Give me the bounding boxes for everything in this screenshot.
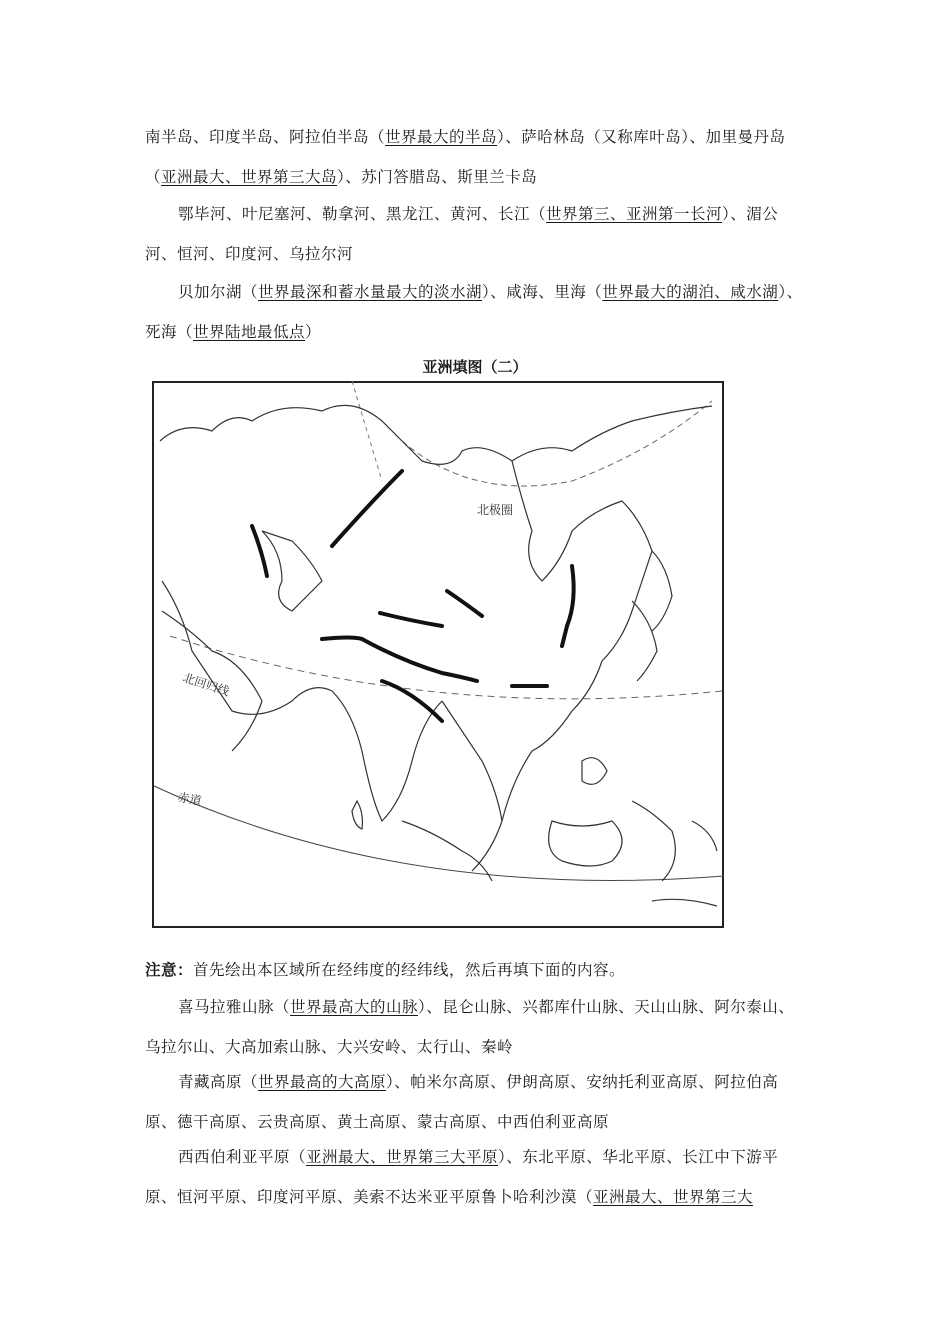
text-run: ）、萨哈林岛（又称库叶岛）、加里曼丹岛（: [145, 128, 786, 186]
underlined-answer: 亚洲最大、世界第三大: [593, 1188, 754, 1206]
text-run: 贝加尔湖（: [178, 283, 259, 301]
text-run: ）、苏门答腊岛、斯里兰卡岛: [337, 168, 538, 186]
text-run: ）、湄公河、恒河、印度河、乌拉尔河: [145, 205, 779, 263]
arctic-circle-label: 北极圈: [477, 503, 514, 517]
paragraph-mountains: [145, 987, 810, 1067]
equator-label: 赤道: [176, 790, 203, 809]
paragraph-rivers: [145, 194, 810, 274]
underlined-answer: 世界最深和蓄水量最大的淡水湖: [258, 283, 483, 301]
underlined-answer: 世界最高的大高原: [258, 1073, 387, 1091]
text-run: ）: [305, 323, 322, 341]
underlined-answer: 世界最高大的山脉: [290, 998, 419, 1016]
text-run: 鄂毕河、叶尼塞河、勒拿河、黑龙江、黄河、长江（: [178, 205, 547, 223]
text-run: ）、死海（: [145, 283, 803, 341]
asia-outline-map: [152, 381, 724, 928]
note-label: 注意：: [145, 961, 194, 979]
map-title: 亚洲填图（二）: [422, 358, 528, 376]
text-run: ）、昆仑山脉、兴都库什山脉、天山山脉、阿尔泰山、乌拉尔山、大高加索山脉、大兴安岭、太行山、秦岭: [145, 998, 795, 1056]
tropic-label: 北回归线: [181, 670, 232, 699]
paragraph-plains-deserts: [145, 1137, 810, 1217]
note-text: 首先绘出本区域所在经纬度的经纬线，然后再填下面的内容。: [193, 961, 626, 979]
underlined-answer: 世界最大的湖泊、咸水湖: [602, 283, 779, 301]
underlined-answer: 世界陆地最低点: [193, 323, 306, 341]
text-run: 西西伯利亚平原（: [178, 1148, 307, 1166]
paragraph-plateaus: [145, 1062, 810, 1142]
text-run: ）、东北平原、华北平原、长江中下游平原、恒河平原、印度河平原、美索不达米亚平原鲁卜哈利沙漠（: [145, 1148, 779, 1206]
underlined-answer: 亚洲最大、世界第三大平原: [306, 1148, 499, 1166]
text-run: 南半岛、印度半岛、阿拉伯半岛（: [145, 128, 386, 146]
text-run: ）、咸海、里海（: [482, 283, 603, 301]
paragraph-peninsulas-islands: [145, 117, 810, 197]
underlined-answer: 亚洲最大、世界第三大岛: [161, 168, 338, 186]
text-run: 喜马拉雅山脉（: [178, 998, 291, 1016]
text-run: ）、帕米尔高原、伊朗高原、安纳托利亚高原、阿拉伯高原、德干高原、云贵高原、黄土高原、蒙古高原、中西伯利亚高原: [145, 1073, 779, 1131]
text-run: 青藏高原（: [178, 1073, 259, 1091]
note-paragraph: [145, 950, 810, 990]
underlined-answer: 世界第三、亚洲第一长河: [546, 205, 723, 223]
paragraph-lakes: [145, 272, 810, 352]
underlined-answer: 世界最大的半岛: [385, 128, 498, 146]
